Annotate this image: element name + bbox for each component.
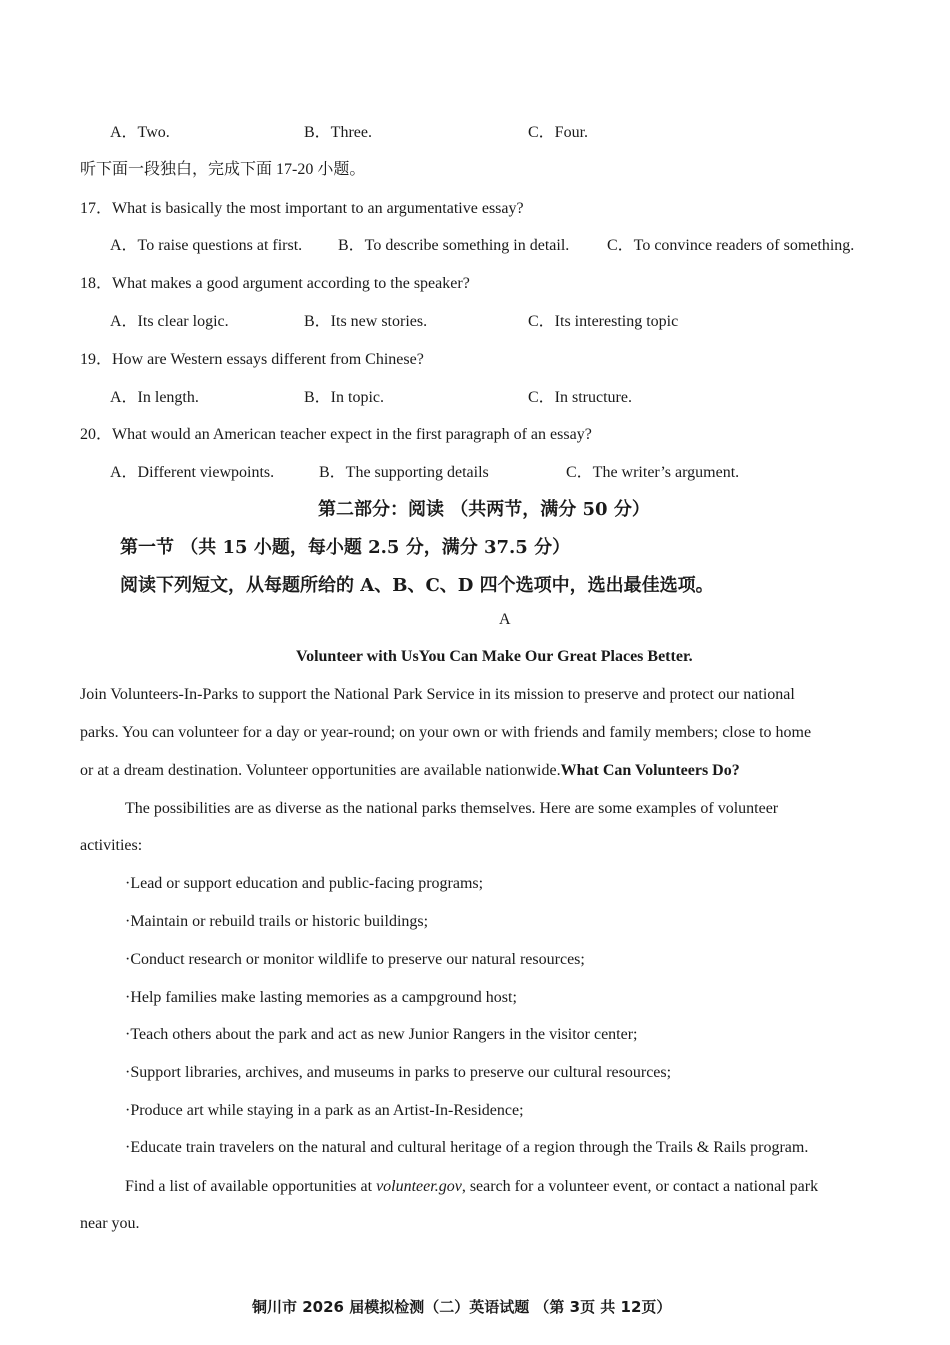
q19-option-a: A．In length.: [110, 389, 199, 406]
q16-option-c: C．Four.: [528, 124, 589, 141]
bullet-item: ·Educate train travelers on the natural and cultural heritage of a region through the Trails & Rails program.: [125, 1139, 809, 1156]
closing-line-2: near you.: [80, 1215, 140, 1232]
q18-option-b: B．Its new stories.: [304, 313, 428, 330]
para1-line-2: parks. You can volunteer for a day or year-round; on your own or with friends and family members; close to home: [80, 724, 812, 741]
bullet-item: ·Maintain or rebuild trails or historic buildings;: [125, 913, 429, 930]
question-17-stem: 17．What is basically the most important to an argumentative essay?: [80, 200, 524, 217]
closing-post: , search for a volunteer event, or contact a national park: [461, 1178, 819, 1195]
para1-line-3-text: or at a dream destination. Volunteer opportunities are available nationwide.: [80, 762, 561, 779]
question-19-stem: 19．How are Western essays different from Chinese?: [80, 351, 424, 368]
q20-option-a: A．Different viewpoints.: [110, 464, 275, 481]
q16-option-a: A．Two.: [110, 124, 170, 141]
para1-line-1: Join Volunteers-In-Parks to support the National Park Service in its mission to preserve and protect our national: [80, 686, 795, 703]
part2-title: 第二部分：阅读 （共两节，满分 50 分）: [318, 499, 650, 520]
q18-option-a: A．Its clear logic.: [110, 313, 229, 330]
q16-option-b: B．Three.: [304, 124, 372, 141]
closing-line-1: [125, 1178, 818, 1196]
section1-heading: 第一节 （共 15 小题，每小题 2.5 分，满分 37.5 分）: [120, 537, 571, 558]
q19-option-c: C．In structure.: [528, 389, 632, 406]
volunteer-gov-link[interactable]: volunteer.gov: [376, 1178, 462, 1195]
q18-option-c: C．Its interesting topic: [528, 313, 679, 330]
monologue-instruction: 听下面一段独白，完成下面 17-20 小题。: [80, 161, 366, 178]
para2-line-1: The possibilities are as diverse as the national parks themselves. Here are some examples of volunteer: [125, 800, 779, 817]
passage-title: Volunteer with UsYou Can Make Our Great Places Better.: [296, 648, 693, 665]
bullet-item: ·Produce art while staying in a park as an Artist-In-Residence;: [125, 1102, 524, 1119]
question-18-stem: 18．What makes a good argument according to the speaker?: [80, 275, 470, 292]
para1-line-3: [80, 762, 740, 780]
para2-line-2: activities:: [80, 837, 143, 854]
bullet-item: ·Teach others about the park and act as new Junior Rangers in the visitor center;: [125, 1026, 638, 1043]
q20-option-b: B．The supporting details: [319, 464, 489, 481]
q17-option-b: B．To describe something in detail.: [338, 237, 570, 254]
bullet-item: ·Lead or support education and public-facing programs;: [125, 875, 484, 892]
q17-option-a: A．To raise questions at first.: [110, 237, 303, 254]
bullet-item: ·Support libraries, archives, and museums in parks to preserve our cultural resources;: [125, 1064, 672, 1081]
question-20-stem: 20．What would an American teacher expect in the first paragraph of an essay?: [80, 426, 592, 443]
q17-option-c: C．To convince readers of something.: [607, 237, 855, 254]
passage-letter: A: [499, 611, 511, 628]
page-footer: 铜川市 2026 届模拟检测（二）英语试题 （第 3页 共 12页）: [252, 1298, 672, 1316]
bullet-item: ·Help families make lasting memories as a campground host;: [125, 989, 517, 1006]
q20-option-c: C．The writer’s argument.: [566, 464, 740, 481]
q19-option-b: B．In topic.: [304, 389, 384, 406]
closing-pre: Find a list of available opportunities at: [125, 1178, 377, 1195]
bullet-item: ·Conduct research or monitor wildlife to preserve our natural resources;: [125, 951, 585, 968]
subheading: What Can Volunteers Do?: [560, 762, 740, 779]
reading-instruction: 阅读下列短文，从每题所给的 A、B、C、D 四个选项中，选出最佳选项。: [120, 575, 714, 596]
